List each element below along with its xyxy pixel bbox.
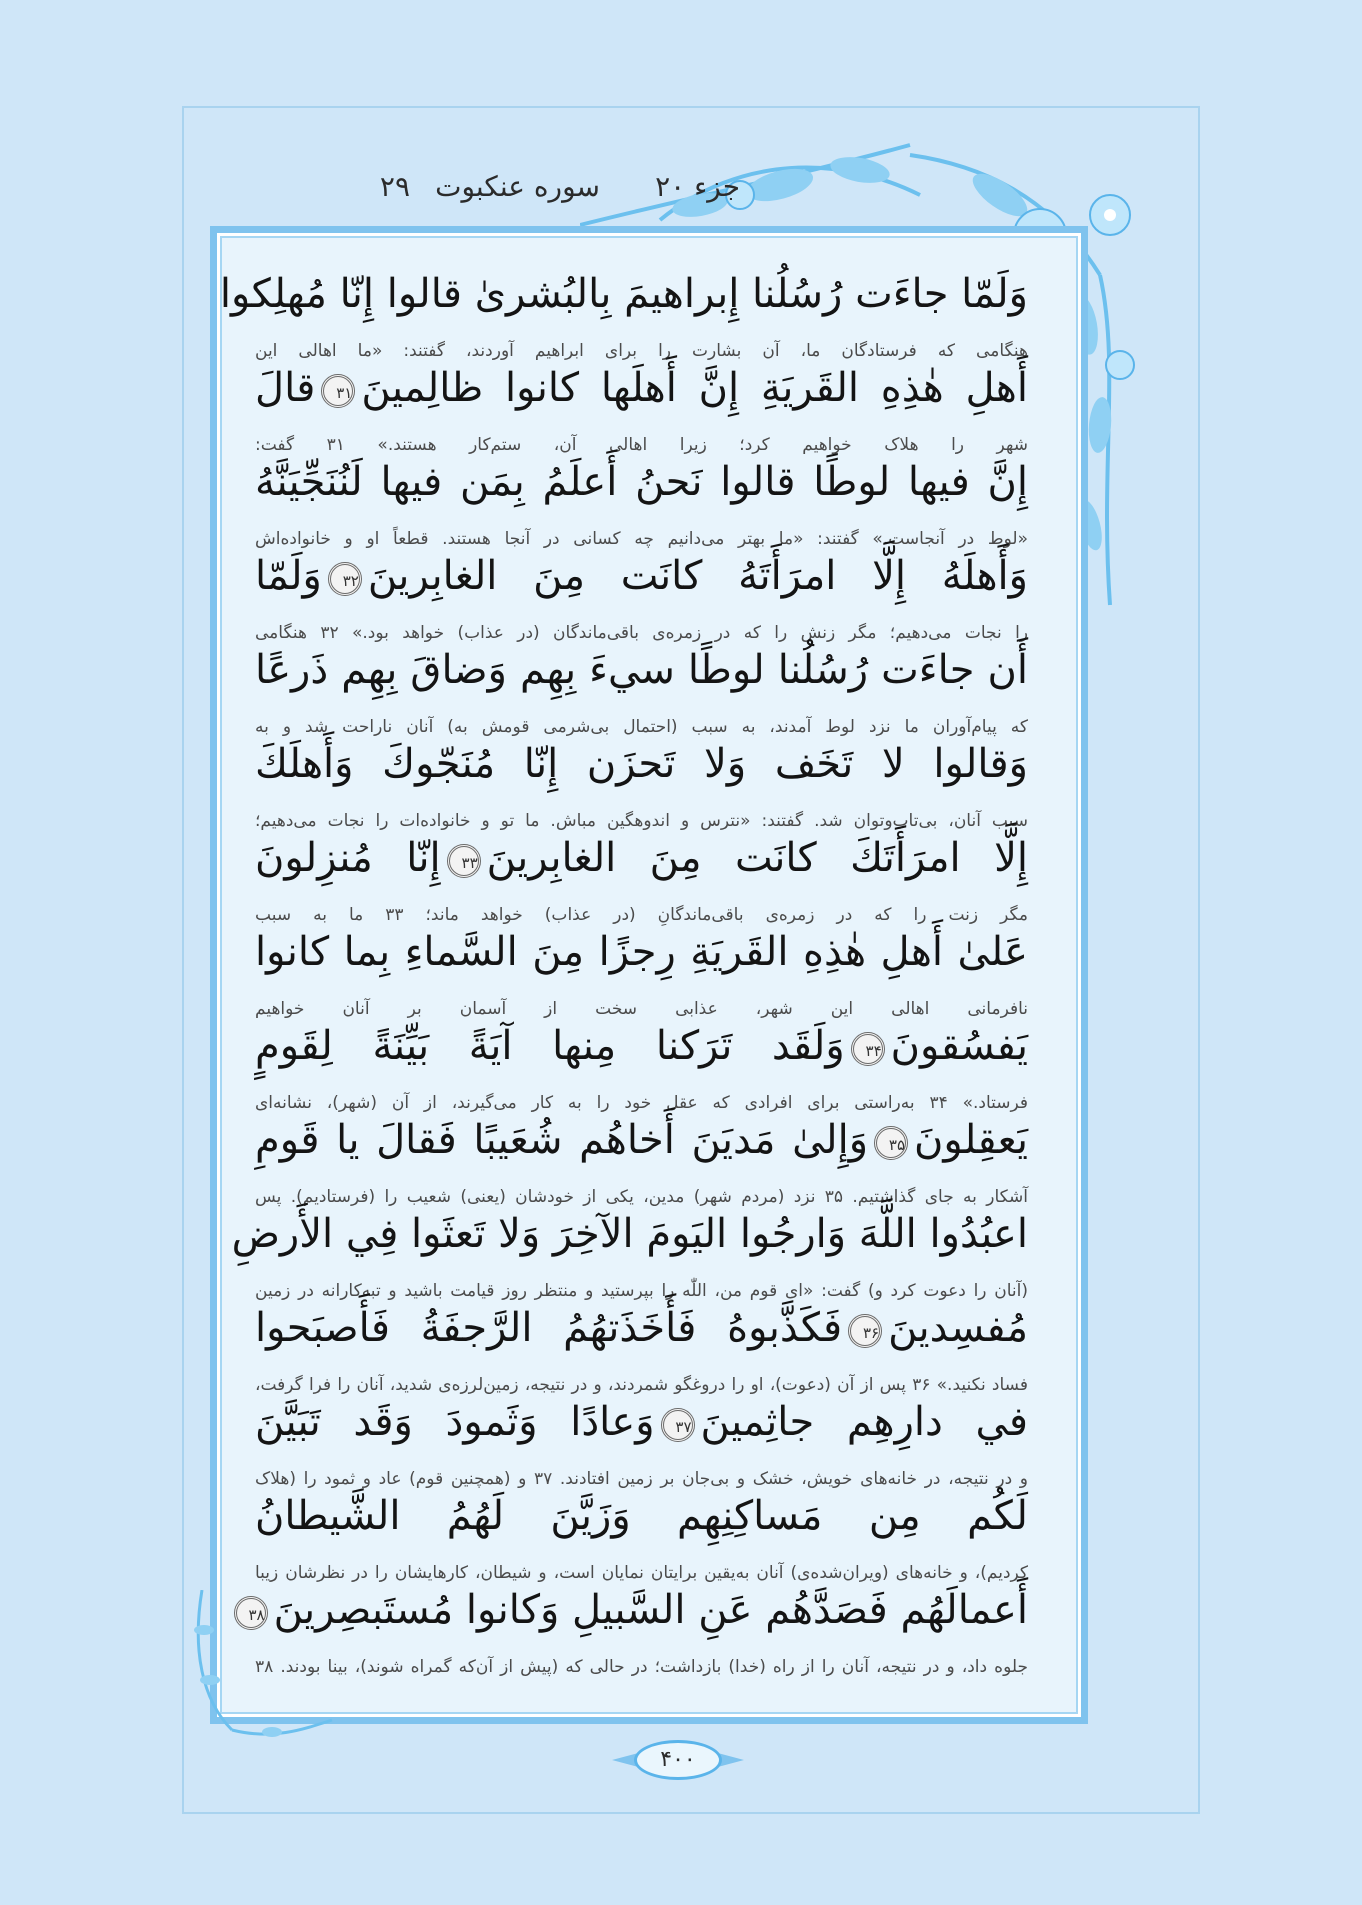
translation-line: نافرمانی اهالی این شهر، عذابی سخت از آسمان بر آنان خواهیم xyxy=(255,999,1028,1019)
surah-number: ۲۹ xyxy=(379,170,410,203)
ayah-marker: ۳۳ xyxy=(447,844,481,878)
quran-text-block xyxy=(219,265,1029,1695)
verse-line: إِنَّ فيها لوطًا قالوا نَحنُ أَعلَمُ بِمَن فيها لَنُنَجِّيَنَّهُ xyxy=(255,459,1028,505)
verse-line: يَعقِلونَ۳۵وَإِلىٰ مَديَنَ أَخاهُم شُعَيبًا فَقالَ يا قَومِ xyxy=(255,1117,1028,1163)
ayah-marker: ۳۴ xyxy=(851,1032,885,1066)
translation-line: آشکار به جای گذاشتیم. ۳۵ نزد (مردم شهر) مدین، یکی از خودشان (یعنی) شعیب را (فرستادیم). پس xyxy=(255,1187,1028,1207)
verse-line: إِلَّا امرَأَتَكَ كانَت مِنَ الغابِرينَ۳۳إِنّا مُنزِلونَ xyxy=(255,835,1028,881)
verse-line: عَلىٰ أَهلِ هٰذِهِ القَريَةِ رِجزًا مِنَ السَّماءِ بِما كانوا xyxy=(255,929,1028,975)
ayah-marker: ۳۱ xyxy=(321,374,355,408)
verse-line: اعبُدُوا اللَّهَ وَارجُوا اليَومَ الآخِرَ وَلا تَعثَوا فِي الأَرضِ xyxy=(231,1211,1028,1257)
verse-line: وَلَمّا جاءَت رُسُلُنا إِبراهيمَ بِالبُشرىٰ قالوا إِنّا مُهلِكوا xyxy=(219,271,1028,317)
ayah-marker: ۳۷ xyxy=(661,1408,695,1442)
verse-line: وَأَهلَهُ إِلَّا امرَأَتَهُ كانَت مِنَ الغابِرينَ۳۲وَلَمّا xyxy=(255,553,1028,599)
ayah-marker: ۳۲ xyxy=(328,562,362,596)
verse-line: أَعمالَهُم فَصَدَّهُم عَنِ السَّبيلِ وَكانوا مُستَبصِرينَ۳۸ xyxy=(255,1581,1028,1639)
translation-line: شهر را هلاک خواهیم کرد؛ زیرا اهالی آن، ستم‌کار هستند.» ۳۱ گفت: xyxy=(255,435,1028,455)
translation-line: را نجات می‌دهیم؛ مگر زنش را که در زمره‌ی باقی‌ماندگان (در عذاب) خواهد بود.» ۳۲ هنگامی xyxy=(255,623,1029,643)
translation-line: فرستاد.» ۳۴ به‌راستی برای افرادی که عقل خود را به کار می‌گیرند، از آن (شهر)، نشانه‌ای xyxy=(255,1093,1029,1113)
page-number: ۴۰۰ xyxy=(634,1740,722,1780)
translation-line: که پیام‌آوران ما نزد لوط آمدند، به سبب (احتمال بی‌شرمی قومش به) آنان ناراحت شد و به xyxy=(255,717,1028,737)
translation-line: کردیم)، و خانه‌های (ویران‌شده‌ی) آنان به‌یقین برایتان نمایان است، و شیطان، کارهایشان را در نظرشان زیبا xyxy=(255,1563,1028,1583)
verse-line: في دارِهِم جاثِمينَ۳۷وَعادًا وَثَمودَ وَقَد تَبَيَّنَ xyxy=(255,1399,1028,1445)
translation-line: و در نتیجه، در خانه‌های خویش، خشک و بی‌جان بر زمین افتادند. ۳۷ و (همچنین قوم) عاد و ثمود را (هلاک xyxy=(255,1469,1029,1489)
translation-line: سبب آنان، بی‌تاب‌وتوان شد. گفتند: «نترس و اندوهگین مباش. ما تو و خانواده‌ات را نجات می‌دهیم؛ xyxy=(255,811,1028,831)
verse-line: وَقالوا لا تَخَف وَلا تَحزَن إِنّا مُنَجّوكَ وَأَهلَكَ xyxy=(255,741,1028,787)
verse-line: أَن جاءَت رُسُلُنا لوطًا سيءَ بِهِم وَضاقَ بِهِم ذَرعًا xyxy=(255,647,1028,693)
translation-line: هنگامی که فرستادگان ما، آن بشارت را برای ابراهیم آوردند، گفتند: «ما اهالی این xyxy=(255,341,1028,361)
surah-name: سوره عنکبوت xyxy=(435,170,600,203)
ayah-marker: ۳۸ xyxy=(234,1596,268,1630)
ayah-marker: ۳۶ xyxy=(848,1314,882,1348)
juz-label: جزء ۲۰ xyxy=(655,170,740,203)
verse-line: يَفسُقونَ۳۴وَلَقَد تَرَكنا مِنها آيَةً بَيِّنَةً لِقَومٍ xyxy=(255,1023,1028,1069)
translation-line: فساد نکنید.» ۳۶ پس از آن (دعوت)، او را دروغگو شمردند، و در نتیجه، زمین‌لرزه‌ی شدید، آنان را فرا گرفت، xyxy=(255,1375,1028,1395)
translation-line: «لوط در آنجاست.» گفتند: «ما بهتر می‌دانیم چه کسانی در آنجا هستند. قطعاً او و خانواده‌اش xyxy=(255,529,1028,549)
verse-line: أَهلِ هٰذِهِ القَريَةِ إِنَّ أَهلَها كانوا ظالِمينَ۳۱قالَ xyxy=(255,365,1028,411)
page-number-badge xyxy=(612,1738,744,1784)
translation-line: مگر زنت را که در زمره‌ی باقی‌ماندگانِ (در عذاب) خواهد ماند؛ ۳۳ ما به سبب xyxy=(255,905,1028,925)
ayah-marker: ۳۵ xyxy=(874,1126,908,1160)
translation-line: جلوه داد، و در نتیجه، آنان را از راه (خدا) بازداشت؛ در حالی که (پیش از آن‌که گمراه شوند)، بینا بودند. ۳۸ xyxy=(255,1657,1028,1677)
translation-line: (آنان را دعوت کرد و) گفت: «ای قوم من، اللّٰه را بپرستید و منتظر روز قیامت باشید و تبه‌کارانه در زمین xyxy=(255,1281,1028,1301)
page-header xyxy=(320,170,740,220)
verse-line: مُفسِدينَ۳۶فَكَذَّبوهُ فَأَخَذَتهُمُ الرَّجفَةُ فَأَصبَحوا xyxy=(255,1305,1028,1351)
verse-line: لَكُم مِن مَساكِنِهِم وَزَيَّنَ لَهُمُ الشَّيطانُ xyxy=(255,1493,1028,1539)
